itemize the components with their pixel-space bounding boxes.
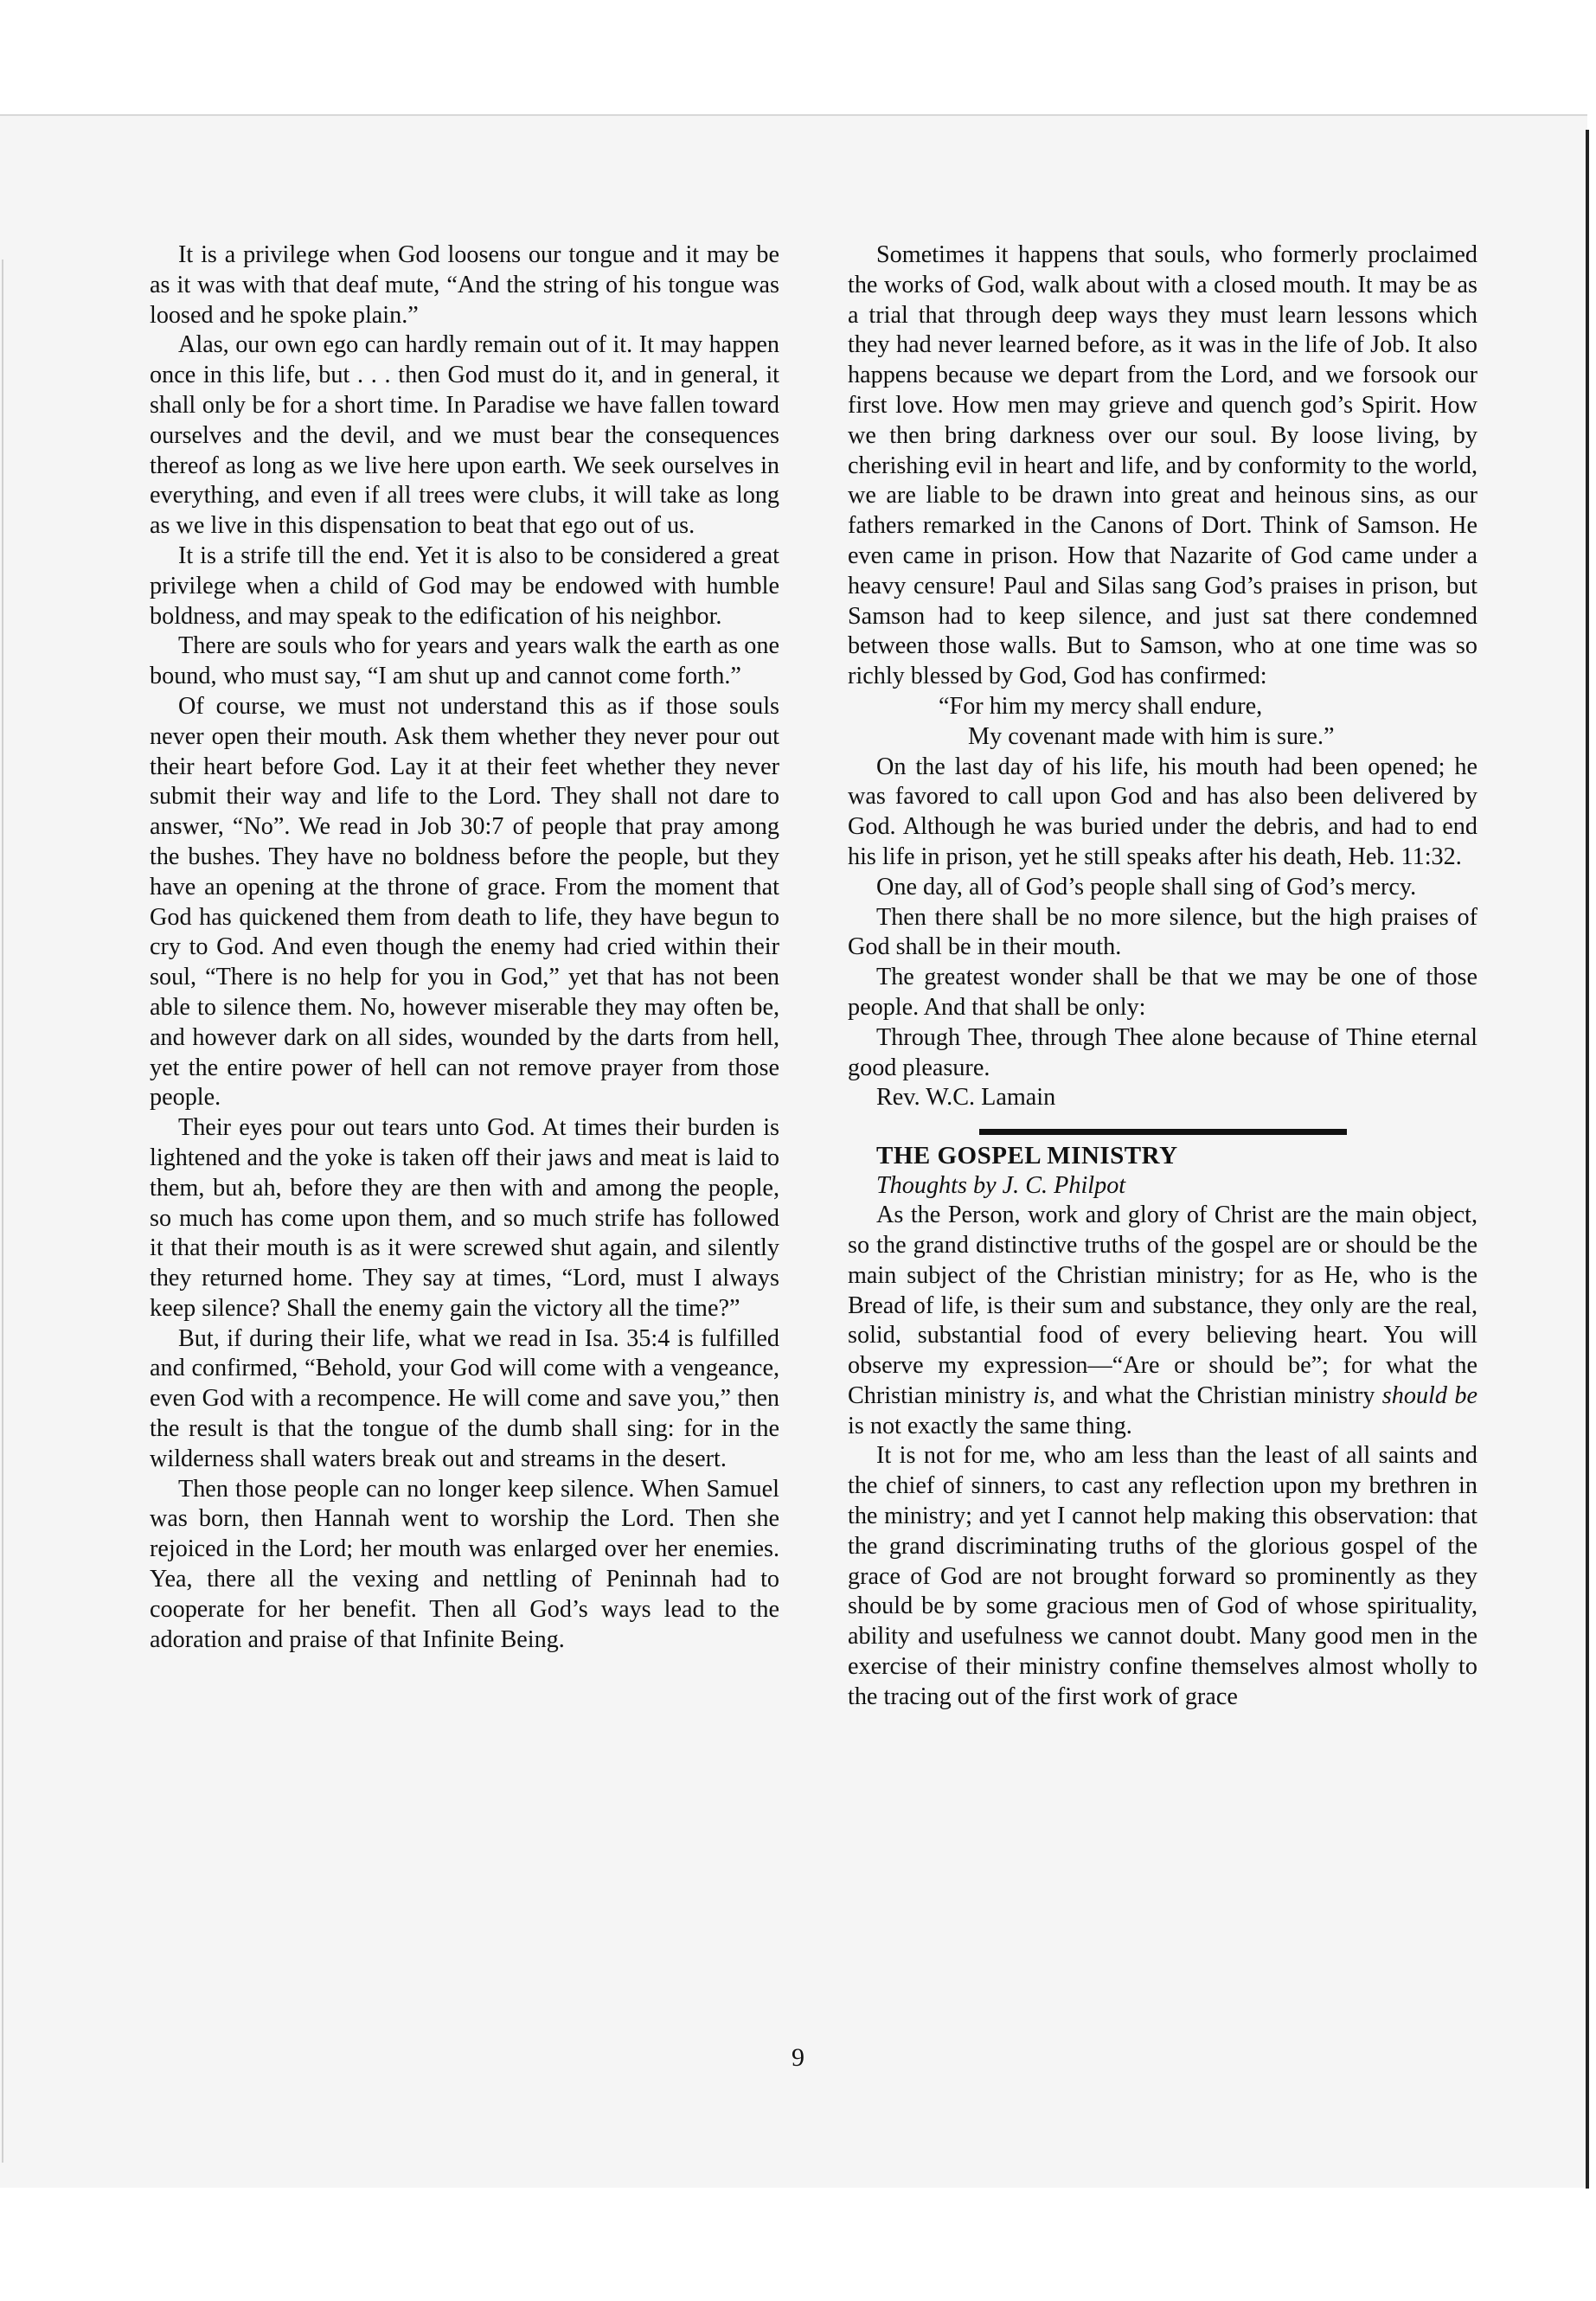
- author-signature: Rev. W.C. Lamain: [876, 1084, 1056, 1112]
- poem-quote: [848, 692, 1477, 753]
- left-paragraph-2: Alas, our own ego can hardly remain out of it. It may happen once in this life, but . . . then God must do it, and in general, it shall only be for a short time. In Paradise we have fallen toward ourselves and the devil, and we must bear the consequences thereof as long as we live here upon earth. We seek ourselves in everything, and even if all trees were clubs, it will take as long as we live in this dispensation to beat that ego out of us.: [150, 331, 779, 540]
- poem-line-1: “For him my mercy shall endure,: [939, 692, 1263, 720]
- section-paragraph-1-part-a: As the Person, work and glory of Christ are the main object, so the grand distinctive truths of the gospel are or should be the main subject of the Christian ministry; for as He, who is the Bread of life, is their sum and substance, they only are the real, solid, substantial food of every believing heart. You will observe my expression—“Are or should be”; for what the Christian ministry: [848, 1202, 1477, 1409]
- right-paragraph-3: One day, all of God’s people shall sing of God’s mercy.: [876, 873, 1417, 901]
- emphasis-is: is: [1033, 1381, 1049, 1409]
- section-divider: [979, 1129, 1347, 1135]
- right-paragraph-6: Through Thee, through Thee alone because of Thine eternal good pleasure.: [848, 1023, 1477, 1081]
- emphasis-should-be: should be: [1381, 1381, 1477, 1409]
- left-paragraph-8: Then those people can no longer keep silence. When Samuel was born, then Hannah went to worship the Lord. Then she rejoiced in the Lord; her mouth was enlarged over her enemies. Yea, there all the vexing and nettling of Peninnah had to cooperate for her benefit. Then all God’s ways lead to the adoration and praise of that Infinite Being.: [150, 1475, 779, 1653]
- left-column: [150, 240, 779, 1655]
- left-paragraph-3: It is a strife till the end. Yet it is also to be considered a great privilege when a child of God may be endowed with humble boldness, and may speak to the edification of his neighbor.: [150, 542, 779, 630]
- left-paragraph-6: Their eyes pour out tears unto God. At times their burden is lightened and the yoke is taken off their jaws and meat is laid to them, but ah, before they are then with and among the people, so much has come upon them, and so much strife has followed it that their mouth is as it were screwed shut again, and silently they returned home. They say at times, “Lord, must I always keep silence? Shall the enemy gain the victory all the time?”: [150, 1114, 779, 1322]
- right-paragraph-4: Then there shall be no more silence, but the high praises of God shall be in their mouth.: [848, 903, 1477, 961]
- left-paragraph-7: But, if during their life, what we read in Isa. 35:4 is fulfilled and confirmed, “Behold, your God will come with a vengeance, even God with a recompence. He will come and save you,” then the result is that the tongue of the dumb shall sing: for in the wilderness shall waters break out and streams in the desert.: [150, 1324, 779, 1472]
- scan-margin-top: [0, 0, 1596, 114]
- left-paragraph-1: It is a privilege when God loosens our tongue and it may be as it was with that deaf mute, “And the string of his tongue was loosed and he spoke plain.”: [150, 241, 779, 329]
- poem-line-2: My covenant made with him is sure.”: [968, 722, 1335, 750]
- right-column: [848, 240, 1477, 1713]
- left-paragraph-5: Of course, we must not understand this as if those souls never open their mouth. Ask them whether they never pour out their heart before God. Lay it at their feet whether they never submit their way and life to the Lord. They shall not dare to answer, “No”. We read in Job 30:7 of people that pray among the bushes. They have no boldness before the people, but they have an opening at the throne of grace. From the moment that God has quickened them from death to life, they have begun to cry to God. And even though the enemy had cried within their soul, “There is no help for you in God,” yet that has not been able to silence them. No, however miserable they may often be, and however dark on all sides, wounded by the darts from hell, yet the entire power of hell can not remove prayer from those people.: [150, 692, 779, 1112]
- page-number: 9: [792, 2043, 804, 2072]
- page-edge-right: [1586, 130, 1589, 2189]
- page-edge-left: [2, 260, 3, 2163]
- right-paragraph-5: The greatest wonder shall be that we may be one of those people. And that shall be only:: [848, 964, 1477, 1021]
- section-paragraph-2: It is not for me, who am less than the least of all saints and the chief of sinners, to cast any reflection upon my brethren in the ministry; and yet I cannot help making this observation: that the grand discriminating truths of the glorious gospel of the grace of God are not brought forward so prominently as they should be by some gracious men of God of whose spirituality, ability and usefulness we cannot doubt. Many good men in the exercise of their ministry confine themselves almost wholly to the tracing out of the first work of grace: [848, 1442, 1477, 1710]
- right-paragraph-1: Sometimes it happens that souls, who formerly proclaimed the works of God, walk about with a closed mouth. It may be as a trial that through deep ways they must learn lessons which they had never learned before, as it was in the life of Job. It also happens because we depart from the Lord, and we forsook our first love. How men may grieve and quench god’s Spirit. How we then bring darkness over our soul. By loose living, by cherishing evil in heart and life, and by conformity to the world, we are liable to be drawn into great and heinous sins, as our fathers remarked in the Canons of Dort. Think of Samson. He even came in prison. How that Nazarite of God came under a heavy censure! Paul and Silas sang God’s praises in prison, but Samson had to keep silence, and just sat there condemned between those walls. But to Samson, who at one time was so richly blessed by God, God has confirmed:: [848, 241, 1477, 690]
- right-paragraph-2: On the last day of his life, his mouth had been opened; he was favored to call upon God and has also been delivered by God. Although he was buried under the debris, and had to end his life in prison, yet he still speaks after his death, Heb. 11:32.: [848, 753, 1477, 870]
- section-title: THE GOSPEL MINISTRY: [876, 1142, 1178, 1170]
- left-paragraph-4: There are souls who for years and years walk the earth as one bound, who must say, “I am shut up and cannot come forth.”: [150, 632, 779, 690]
- section-subtitle: Thoughts by J. C. Philpot: [876, 1172, 1126, 1200]
- section-paragraph-1: [848, 1201, 1477, 1441]
- section-paragraph-1-part-c: is not exactly the same thing.: [848, 1412, 1132, 1439]
- section-paragraph-1-part-b: , and what the Christian ministry: [1048, 1381, 1382, 1409]
